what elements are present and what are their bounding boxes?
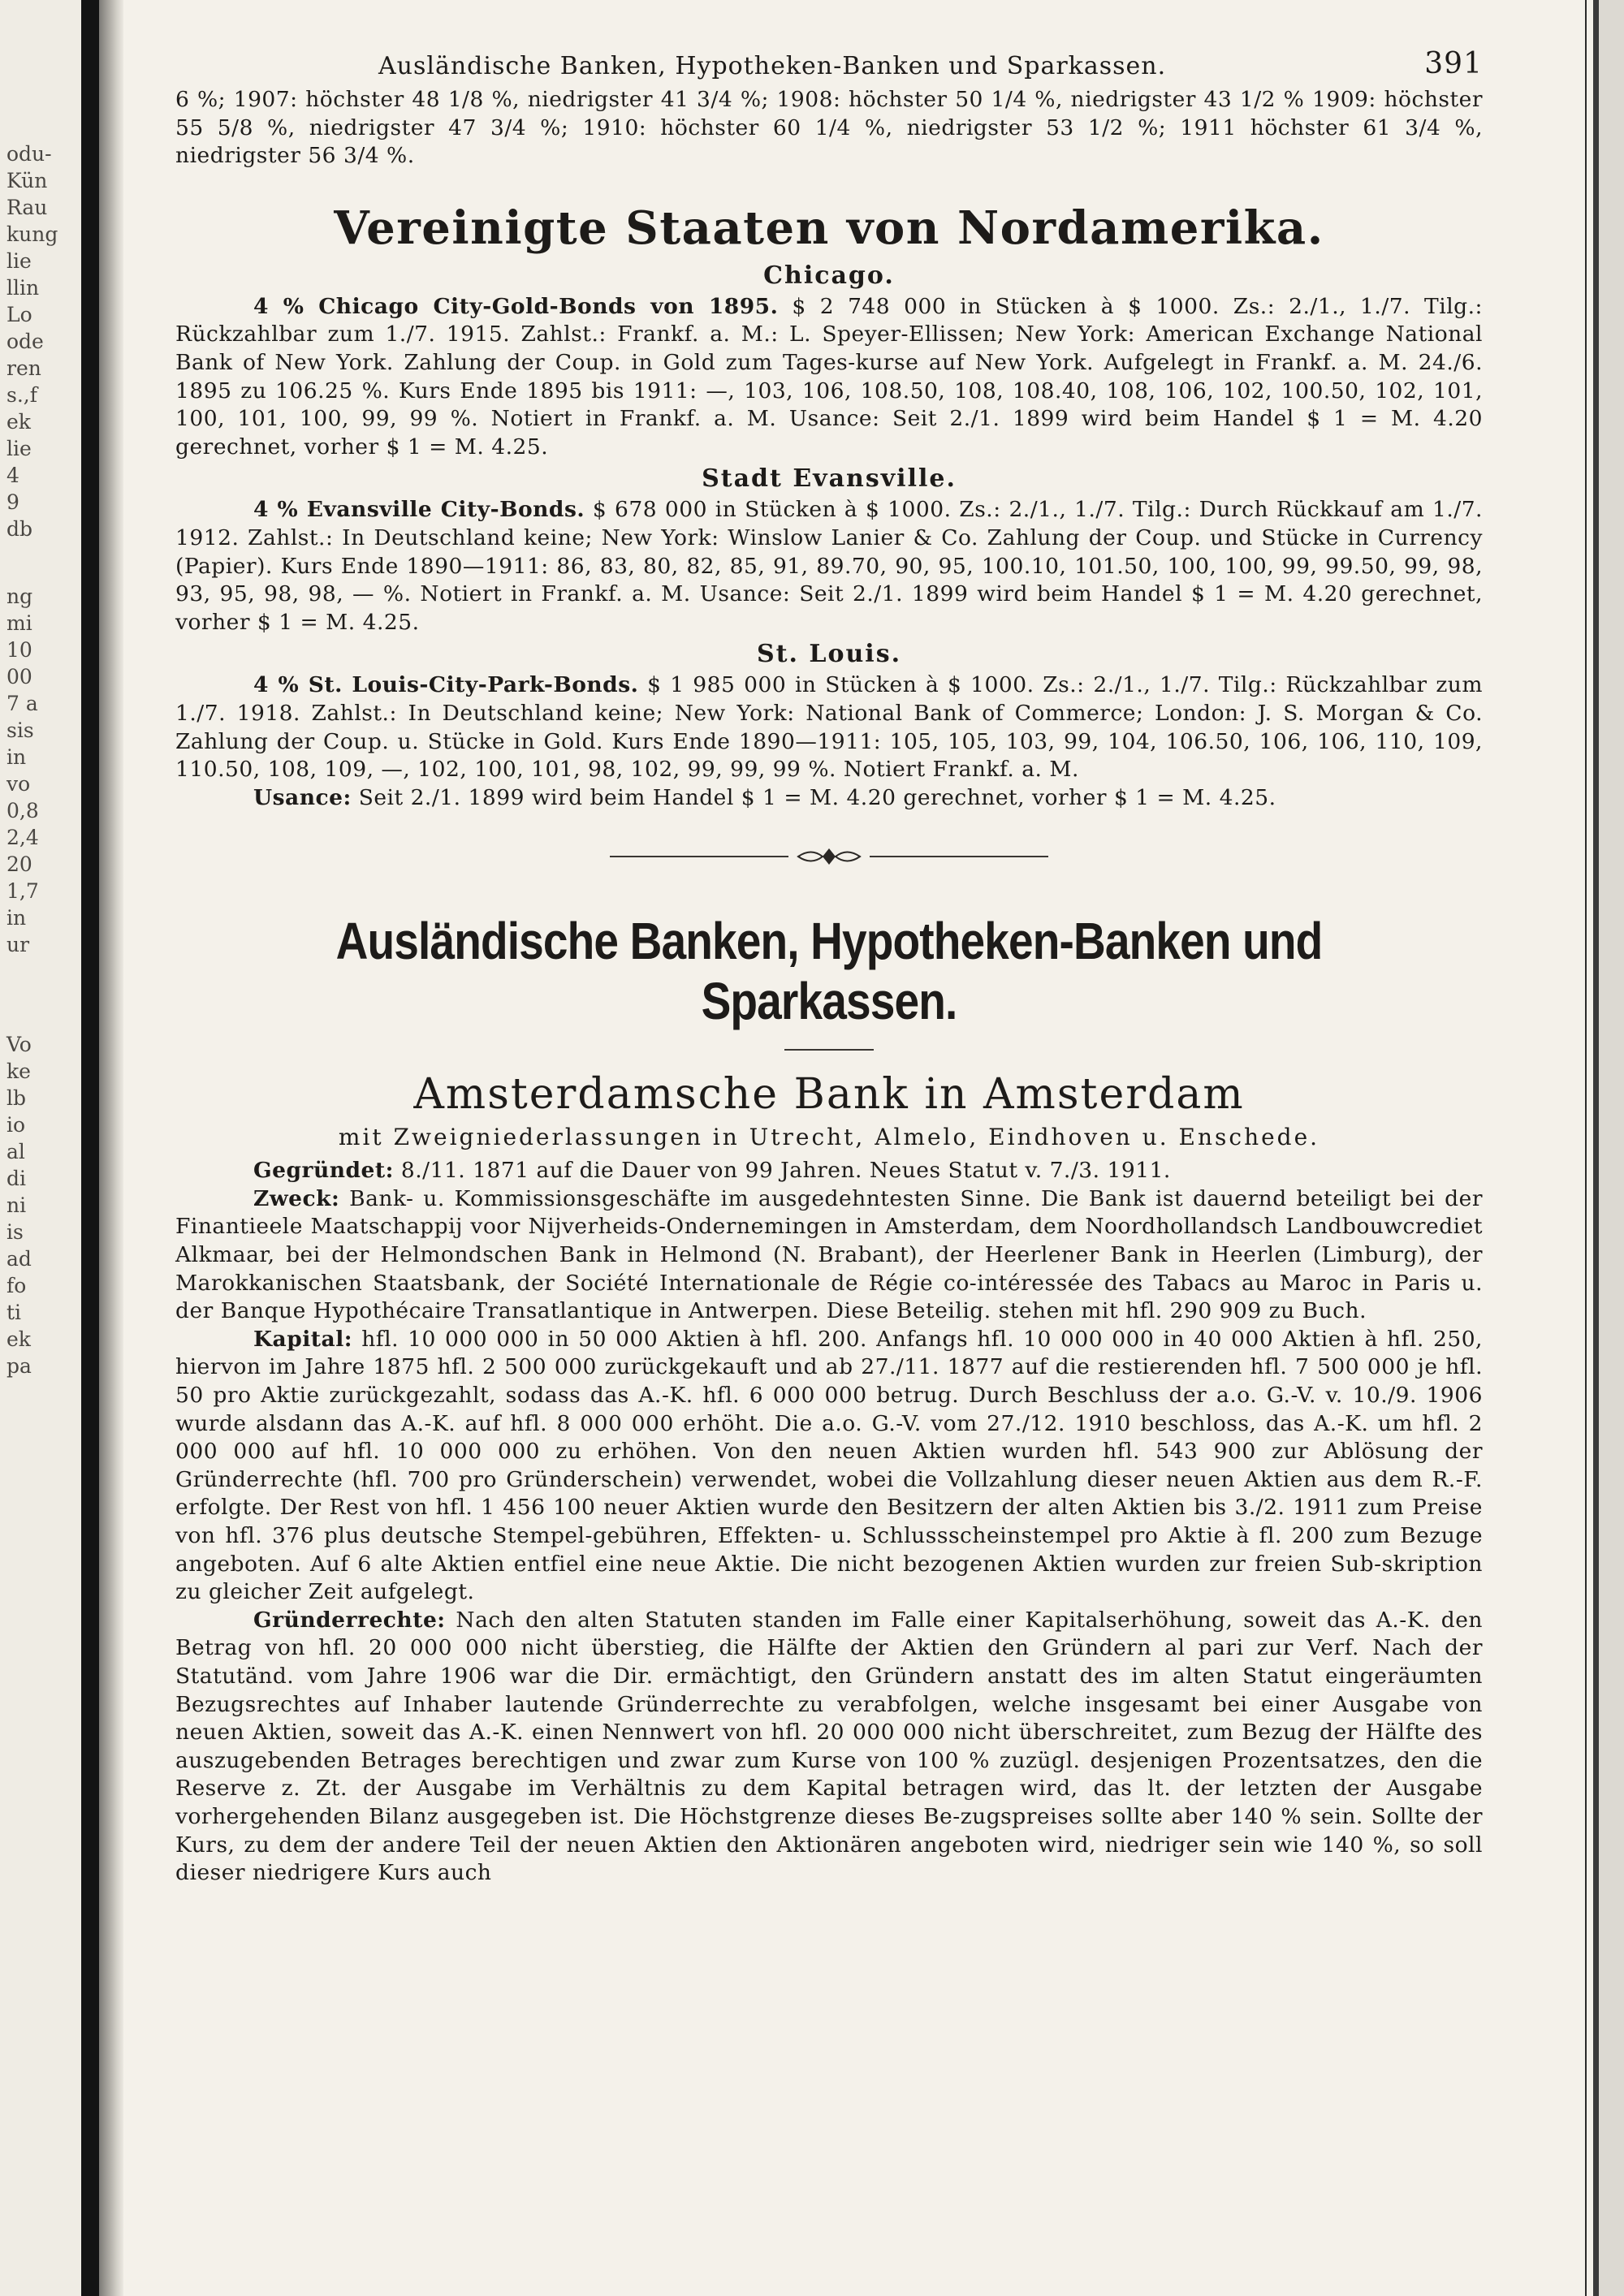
city-heading-evansville: Stadt Evansville.: [702, 464, 957, 494]
usance-line-stlouis: [175, 784, 1483, 813]
previous-page-fragment: sis: [6, 719, 34, 742]
text-kapital: hfl. 10 000 000 in 50 000 Aktien à hfl. 200. Anfangs hfl. 10 000 000 in 40 000 Aktien à hfl. 250, hiervon im Jahre 1875 hfl. 2 500 000 zurückgekauft und ab 27./11. 1877 auf die restierenden hfl. 7 500 000 je hfl. 50 pro Aktie zurückgezahlt, sodass das A.-K. hfl. 6 000 000 betrug. Durch Beschluss der a.o. G.-V. v. 10./9. 1906 wurde alsdann das A.-K. auf hfl. 8 000 000 erhöht. Die a.o. G.-V. vom 27./12. 1910 beschloss, das A.-K. um hfl. 2 000 000 auf hfl. 10 000 000 zu erhöhen. Von den neuen Aktien wurden hfl. 543 900 zur Ablösung der Gründerrechte (hfl. 700 pro Gründerschein) verwendet, wobei die Vollzahlung dieser neuen Aktien aus dem R.-F. erfolgte. Der Rest von hfl. 1 456 100 neuer Aktien wurde den Besitzern der alten Aktien bis 3./2. 1911 zum Preise von hfl. 376 plus deutsche Stempel-gebühren, Effekten- u. Schlussscheinstempel pro Aktie à fl. 200 zum Bezuge angeboten. Auf 6 alte Aktien entfiel eine neue Aktie. Die nicht bezogenen Aktien wurden zur freien Sub-skription zu gleicher Zeit aufgelegt.: [175, 1326, 1483, 1605]
previous-page-fragment: fo: [6, 1274, 27, 1297]
page-number: 391: [1424, 47, 1483, 80]
previous-page-fragment: llin: [6, 276, 40, 300]
ornament-line-right: [870, 856, 1048, 857]
previous-page-fragment: 2,4: [6, 826, 39, 849]
usance-label: Usance:: [253, 784, 352, 810]
previous-page-fragment: ek: [6, 1327, 31, 1351]
previous-page-fragment: Rau: [6, 196, 48, 219]
previous-page-fragment: 1,7: [6, 879, 39, 903]
carryover-paragraph: 6 %; 1907: höchster 48 1/8 %, niedrigster 41 3/4 %; 1908: höchster 50 1/4 %, niedrigster 43 1/2 % 1909: höchster 55 5/8 %, niedrigster 47 3/4 %; 1910: höchster 60 1/4 %, niedrigster 53 1/2 %; 1911 höchster 61 3/4 %, niedrigster 56 3/4 %.: [175, 87, 1483, 169]
text-zweck: Bank- u. Kommissionsgeschäfte im ausgedehntesten Sinne. Die Bank ist dauernd beteiligt bei der Finantieele Maatschappij voor Nijverheids-Ondernemingen in Amsterdam, dem Noordhollandsch Landbouwcrediet Alkmaar, bei der Helmondschen Bank in Helmond (N. Brabant), der Heerlener Bank in Heerlen (Limburg), der Marokkanischen Staatsbank, der Société Internationale de Régie co-intéressée des Tabacs au Maroc in Paris u. der Banque Hypothécaire Transatlantique in Antwerpen. Diese Beteilig. stehen mit hfl. 290 909 zu Buch.: [175, 1185, 1483, 1324]
running-head-title: Ausländische Banken, Hypotheken-Banken und Sparkassen.: [378, 52, 1167, 80]
previous-page-fragment: vo: [6, 772, 31, 796]
previous-page-fragment: di: [6, 1167, 26, 1190]
bond-entry-chicago: [175, 293, 1483, 462]
previous-page-fragment: in: [6, 906, 27, 930]
previous-page-fragment: db: [6, 517, 33, 541]
previous-page-fragment: lb: [6, 1086, 26, 1110]
section-heading: Ausländische Banken, Hypotheken-Banken und Sparkassen.: [335, 912, 1323, 1031]
bank-title: Amsterdamsche Bank in Amsterdam: [413, 1070, 1245, 1120]
binding-gutter: [81, 0, 99, 2296]
previous-page-fragment: s.,f: [6, 383, 37, 407]
page-content: [175, 47, 1483, 1888]
previous-page-fragment: odu-: [6, 142, 52, 166]
entry-gegruendet: [175, 1157, 1483, 1185]
previous-page-fragment: kung: [6, 222, 58, 246]
previous-page-fragment: Vo: [6, 1033, 32, 1056]
bank-subtitle: mit Zweigniederlassungen in Utrecht, Almelo, Eindhoven u. Enschede.: [338, 1124, 1320, 1151]
previous-page-fragment: 9: [6, 490, 19, 514]
section-ornament: [610, 844, 1048, 869]
ornament-flourish-icon: [795, 844, 863, 874]
label-gruenderrechte: Gründerrechte:: [253, 1607, 446, 1633]
previous-page-fragment: ng: [6, 585, 33, 608]
previous-page-fragment: lie: [6, 249, 32, 273]
bond-title-evansville: 4 % Evansville City-Bonds.: [253, 497, 585, 523]
previous-page-fragment: ni: [6, 1193, 27, 1217]
previous-page-fragment: Lo: [6, 303, 32, 326]
previous-page-fragment: 0,8: [6, 799, 39, 822]
bond-text-chicago: $ 2 748 000 in Stücken à $ 1000. Zs.: 2./1., 1./7. Tilg.: Rückzahlbar zum 1./7. 1915. Zahlst.: Frankf. a. M.: L. Speyer-Ellissen; New York: American Exchange National Bank of New York. Zahlung der Coup. in Gold zum Tages-kurse auf New York. Aufgelegt in Frankf. a. M. 24./6. 1895 zu 106.25 %. Kurs Ende 1895 bis 1911: —, 103, 106, 108.50, 108, 108.40, 108, 106, 102, 100.50, 102, 101, 100, 101, 100, 99, 99 %. Notiert in Frankf. a. M. Usance: Seit 2./1. 1899 wird beim Handel $ 1 = M. 4.20 gerechnet, vorher $ 1 = M. 4.25.: [175, 293, 1483, 460]
previous-page-fragment: pa: [6, 1354, 32, 1378]
page-edge-line: [1585, 0, 1587, 2296]
text-gruenderrechte: Nach den alten Statuten standen im Falle einer Kapitalserhöhung, soweit das A.-K. den Betrag von hfl. 20 000 000 nicht überstieg, die Hälfte der Aktien den Gründern al pari zur Verf. Nach der Statutänd. vom Jahre 1906 war die Dir. ermächtigt, den Gründern anstatt des im alten Statut eingeräumten Bezugsrechtes auf Inhaber lautende Gründerrechte zu verabfolgen, welche insgesamt bei einer Ausgabe von neuen Aktien, soweit das A.-K. einen Nennwert von hfl. 20 000 000 nicht überschreitet, zum Bezug der Hälfte des auszugebenden Betrages berechtigen und zwar zum Kurse von 100 % zuzügl. desjenigen Prozentsatzes, den die Reserve z. Zt. der Ausgabe im Verhältnis zu dem Kapital betragen wird, das lt. der letzten der Ausgabe vorhergehenden Bilanz ausgegeben ist. Die Höchstgrenze dieses Be-zugspreises sollte aber 140 % sein. Sollte der Kurs, zu dem der andere Teil der neuen Aktien den Aktionären angeboten wird, niedriger sein wie 140 %, so soll dieser niedrigere Kurs auch: [175, 1607, 1483, 1886]
previous-page-edge: [0, 0, 81, 2296]
page-edge-margin: [1599, 0, 1624, 2296]
bond-text-stlouis: $ 1 985 000 in Stücken à $ 1000. Zs.: 2./1., 1./7. Tilg.: Rückzahlbar zum 1./7. 1918. Zahlst.: In Deutschland keine; New York: National Bank of Commerce; London: J. S. Morgan & Co. Zahlung der Coup. u. Stücke in Gold. Kurs Ende 1890—1911: 105, 105, 103, 99, 104, 106.50, 106, 106, 110, 109, 110.50, 108, 109, —, 102, 100, 101, 98, 102, 99, 99, 99 %. Notiert Frankf. a. M.: [175, 672, 1483, 783]
entry-gruenderrechte: [175, 1607, 1483, 1888]
entry-zweck: [175, 1185, 1483, 1326]
previous-page-fragment: is: [6, 1220, 24, 1244]
city-heading-stlouis: St. Louis.: [756, 640, 902, 669]
previous-page-fragment: in: [6, 745, 27, 769]
previous-page-fragment: 20: [6, 852, 32, 876]
text-gegruendet: 8./11. 1871 auf die Dauer von 99 Jahren. Neues Statut v. 7./3. 1911.: [400, 1158, 1171, 1184]
previous-page-fragment: ek: [6, 410, 31, 434]
previous-page-fragment: al: [6, 1140, 25, 1163]
label-gegruendet: Gegründet:: [253, 1158, 394, 1184]
label-zweck: Zweck:: [253, 1185, 340, 1211]
previous-page-fragment: ode: [6, 330, 44, 353]
previous-page-fragment: ren: [6, 356, 41, 380]
page-edge-border: [1593, 0, 1599, 2296]
previous-page-fragment: ke: [6, 1060, 31, 1083]
previous-page-fragment: io: [6, 1113, 26, 1137]
previous-page-fragment: 00: [6, 665, 32, 688]
previous-page-fragment: 10: [6, 638, 32, 662]
bond-title-chicago: 4 % Chicago City-Gold-Bonds von 1895.: [253, 293, 779, 319]
bond-entry-stlouis: [175, 671, 1483, 783]
label-kapital: Kapital:: [253, 1326, 353, 1352]
previous-page-fragment: ur: [6, 933, 30, 956]
bond-title-stlouis: 4 % St. Louis-City-Park-Bonds.: [253, 672, 639, 698]
entry-kapital: [175, 1326, 1483, 1607]
bond-entry-evansville: [175, 496, 1483, 637]
section-divider: [784, 1049, 874, 1051]
running-head: [175, 47, 1483, 86]
previous-page-fragment: Kün: [6, 169, 48, 192]
ornament-line-left: [610, 856, 788, 857]
country-heading: Vereinigte Staaten von Nordamerika.: [334, 201, 1324, 255]
previous-page-fragment: ad: [6, 1247, 32, 1271]
binding-shadow: [99, 0, 123, 2296]
city-heading-chicago: Chicago.: [763, 261, 895, 290]
bond-text-evansville: $ 678 000 in Stücken à $ 1000. Zs.: 2./1., 1./7. Tilg.: Durch Rückkauf am 1./7. 1912. Zahlst.: In Deutschland keine; New York: Winslow Lanier & Co. Zahlung der Coup. und Stücke in Currency (Papier). Kurs Ende 1890—1911: 86, 83, 80, 82, 85, 91, 89.70, 90, 95, 100.10, 101.50, 100, 100, 99, 99.50, 99, 98, 93, 95, 98, 98, — %. Notiert in Frankf. a. M. Usance: Seit 2./1. 1899 wird beim Handel $ 1 = M. 4.20 gerechnet, vorher $ 1 = M. 4.25.: [175, 497, 1483, 635]
previous-page-fragment: ti: [6, 1301, 22, 1324]
previous-page-fragment: mi: [6, 611, 32, 635]
previous-page-fragment: 4: [6, 464, 19, 487]
usance-text: Seit 2./1. 1899 wird beim Handel $ 1 = M. 4.20 gerechnet, vorher $ 1 = M. 4.25.: [358, 784, 1276, 810]
previous-page-fragment: 7 a: [6, 692, 38, 715]
previous-page-fragment: lie: [6, 437, 32, 460]
